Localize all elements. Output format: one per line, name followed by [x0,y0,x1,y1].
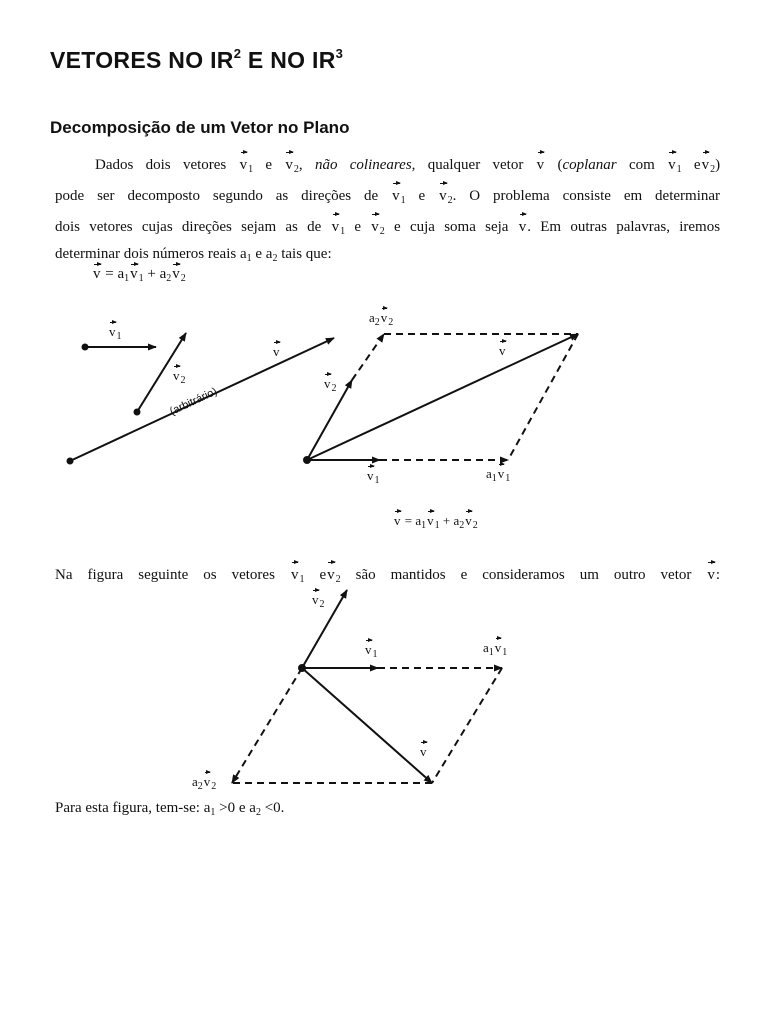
label-a1v1-right: $a_1v_1$ [486,462,510,484]
second-paragraph-line: Na figura seguinte os vetores $v_1$ $ev_2$ são mantidos e consideramos um outro vetor v: [55,560,720,591]
vector-v2-fig2 [302,590,347,668]
label-a2v2-fig2: $a_2v_2$ [192,770,216,792]
intro-line-4: determinar dois números reais $a_1$ e $a_2$ tais que: [55,246,332,264]
label-v1-right: $v_1$ [366,464,380,486]
label-v-right: v [498,339,507,359]
section-title: Decomposição de um Vetor no Plano [50,118,350,137]
label-v1-left: $v_1$ [108,320,122,342]
dashed-right-fig2 [432,668,502,783]
label-v2-left: $v_2$ [172,364,186,386]
label-v2-fig2: $v_2$ [311,588,325,610]
vector-v-fig2 [302,668,432,783]
formula-decomposition: $v = a_1v_1 + a_2v_2$ [92,262,186,284]
page-title: VETORES NO $IR^2$ E NO $IR^3$ [50,46,344,73]
dashed-a2v2 [352,334,384,380]
label-arbitrary: (arbitrário) [168,385,220,418]
label-a2v2-right: $a_2v_2$ [369,306,393,328]
dashed-a2v2-fig2 [232,668,302,783]
dashed-right [508,334,578,460]
label-v1-fig2: $v_1$ [364,638,378,660]
label-v2-right: $v_2$ [323,372,337,394]
intro-line-1: Dados dois vetores $v_1$ e $v_2$, não colineares, qualquer vetor v (coplanar com $v_1$ $ev_2$) [55,150,720,181]
label-v-fig2: v [419,740,428,760]
intro-line-2: pode ser decomposto segundo as direções de $v_1$ e $v_2$. O problema consiste em determinar [55,181,720,212]
label-v-arbitrary: v [272,340,281,360]
formula-decomposition-caption: $v = a_1v_1 + a_2v_2$ [393,509,478,531]
intro-line-3: dois vetores cujas direções sejam as de $v_1$ e $v_2$ e cuja soma seja v. Em outras palavras, iremos [55,212,720,243]
vector-v-right [307,334,578,460]
label-a1v1-fig2: $a_1v_1$ [483,636,507,658]
second-paragraph [55,560,720,591]
conclusion-line: Para esta figura, tem-se: $a_1 >0$ e $a_2 <0$. [55,800,285,818]
